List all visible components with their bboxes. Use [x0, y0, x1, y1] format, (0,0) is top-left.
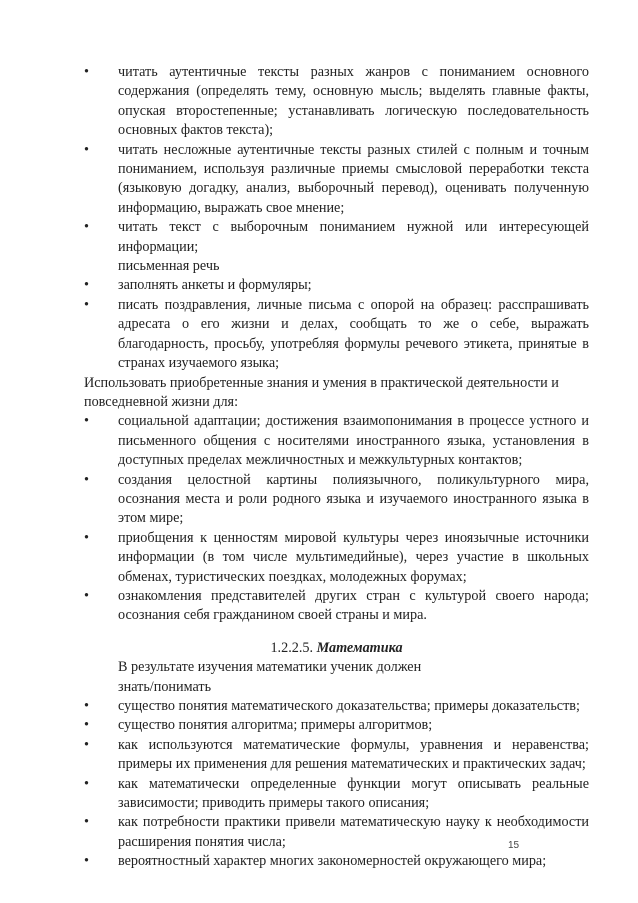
list-item: • существо понятия алгоритма; примеры алгоритмов;	[84, 716, 589, 735]
list-item: • социальной адаптации; достижения взаимопонимания в процессе устного и письменного общения с носителями иностранного языка, установления в доступных пределах межличностных и межкультурных контактов;	[84, 413, 589, 469]
list-item: • читать текст с выборочным пониманием нужной или интересующей информации;	[84, 219, 589, 255]
page-number: 15	[508, 840, 520, 851]
list-item: • вероятностный характер многих закономерностей окружающего мира;	[84, 852, 589, 871]
writing-subheading: письменная речь	[118, 258, 220, 275]
bullet: •	[84, 814, 89, 831]
bullet: •	[84, 587, 89, 604]
use-paragraph: Использовать приобретенные знания и умения в практической деятельности и повседневной жизни для:	[84, 374, 559, 410]
result-paragraph: В результате изучения математики ученик должен	[118, 659, 422, 676]
list-item: • писать поздравления, личные письма с опорой на образец: расспрашивать адресата о его жизни и делах, сообщать то же о себе, выражать благодарность, просьбу, употребляя формулы речевого этикета, принятые в странах изучаемого языка;	[84, 296, 589, 372]
bullet: •	[84, 296, 89, 313]
bullet: •	[84, 219, 89, 236]
list-item: • создания целостной картины полиязычного, поликультурного мира, осознания места и роли родного языка и изучаемого иностранного языка в этом мире;	[84, 471, 589, 527]
bullet: •	[84, 736, 89, 753]
list-item: • как математически определенные функции могут описывать реальные зависимости; приводить примеры такого описания;	[84, 775, 589, 812]
list-item: • заполнять анкеты и формуляры;	[84, 276, 589, 295]
list-item: • как потребности практики привели математическую науку к необходимости расширения понятия числа;	[84, 814, 589, 850]
list-item: • приобщения к ценностям мировой культуры через иноязычные источники информации (в том числе мультимедийные), через участие в школьных обменах, туристических поездках, молодежных форумах;	[84, 529, 589, 585]
know-subheading: знать/понимать	[118, 678, 212, 695]
bullet: •	[84, 717, 89, 734]
bullet: •	[84, 277, 89, 294]
section-number: 1.2.2.5.	[270, 639, 314, 656]
list-item: • читать несложные аутентичные тексты разных стилей с полным и точным пониманием, используя различные приемы смысловой переработки текста (языковую догадку, анализ, выборочный перевод), оценивать полученную информацию, выражать свое мнение;	[84, 141, 589, 216]
bullet: •	[84, 853, 89, 870]
bullet: •	[84, 775, 89, 792]
section-heading	[84, 639, 589, 658]
bullet: •	[84, 529, 89, 546]
list-item: • существо понятия математического доказательства; примеры доказательств;	[84, 697, 589, 716]
list-item: • читать аутентичные тексты разных жанров с пониманием основного содержания (определять тему, основную мысль; выделять главные факты, опуская второстепенные; устанавливать логическую последовательность основных фактов текста);	[84, 64, 589, 139]
list-item: • как используются математические формулы, уравнения и неравенства; примеры их применения для решения математических и практических задач;	[84, 736, 589, 773]
bullet: •	[84, 698, 89, 714]
bullet: •	[84, 141, 89, 158]
list-item: • ознакомления представителей других стран с культурой своего народа; осознания себя гражданином своей страны и мира.	[84, 587, 589, 624]
section-title: Математика	[316, 639, 403, 656]
bullet: •	[84, 64, 89, 80]
bullet: •	[84, 413, 89, 430]
document-body	[84, 63, 589, 872]
bullet: •	[84, 471, 89, 488]
